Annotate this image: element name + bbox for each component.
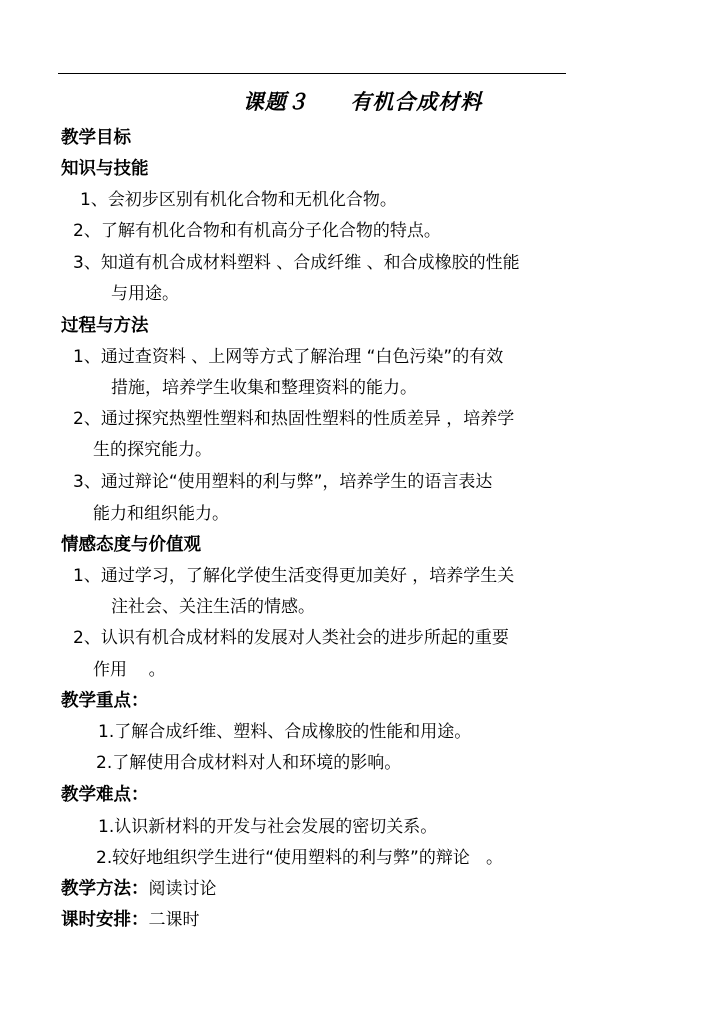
method-value: 阅读讨论 (148, 879, 217, 899)
knowledge-heading: 知识与技能 (61, 159, 149, 179)
process-item-1: 1、通过查资料 、上网等方式了解治理 “白色污染”的有效 (73, 347, 504, 367)
difficulties-heading: 教学难点： (61, 785, 149, 805)
emotion-item-2-cont: 作用 。 (93, 660, 166, 680)
knowledge-item-3: 3、知道有机合成材料塑料 、合成纤维 、和合成橡胶的性能 (73, 253, 520, 273)
schedule-label: 课时安排： (61, 910, 149, 930)
difficulty-1: 1.认识新材料的开发与社会发展的密切关系。 (98, 817, 438, 837)
process-item-3: 3、通过辩论“使用塑料的利与弊”，培养学生的语言表达 (73, 472, 493, 492)
emotion-item-1-cont: 注社会、关注生活的情感。 (111, 597, 315, 617)
page-title: 课题３ 有机合成材料 (242, 89, 483, 114)
process-item-2-cont: 生的探究能力。 (93, 440, 212, 460)
difficulty-2: 2.较好地组织学生进行“使用塑料的利与弊”的辩论 。 (96, 848, 504, 868)
process-item-3-cont: 能力和组织能力。 (93, 504, 229, 524)
key-points-heading: 教学重点： (61, 691, 149, 711)
method-label: 教学方法： (61, 879, 149, 899)
process-heading: 过程与方法 (61, 316, 149, 336)
knowledge-item-1: 1、会初步区别有机化合物和无机化合物。 (80, 190, 397, 210)
knowledge-item-3-cont: 与用途。 (111, 284, 179, 304)
emotion-item-1: 1、通过学习，了解化学使生活变得更加美好 ，培养学生关 (73, 566, 515, 586)
header-rule (58, 73, 566, 74)
emotion-heading: 情感态度与价值观 (61, 535, 201, 555)
process-item-2: 2、通过探究热塑性塑料和热固性塑料的性质差异 ，培养学 (73, 409, 515, 429)
method-row (61, 878, 217, 900)
process-item-1-cont: 措施，培养学生收集和整理资料的能力。 (111, 378, 417, 398)
schedule-row (61, 909, 200, 931)
schedule-value: 二课时 (148, 910, 200, 930)
key-point-2: 2.了解使用合成材料对人和环境的影响。 (96, 753, 402, 773)
emotion-item-2: 2、认识有机合成材料的发展对人类社会的进步所起的重要 (73, 628, 509, 648)
objectives-heading: 教学目标 (61, 128, 131, 148)
knowledge-item-2: 2、了解有机化合物和有机高分子化合物的特点。 (73, 221, 441, 241)
key-point-1: 1.了解合成纤维、塑料、合成橡胶的性能和用途。 (98, 722, 472, 742)
